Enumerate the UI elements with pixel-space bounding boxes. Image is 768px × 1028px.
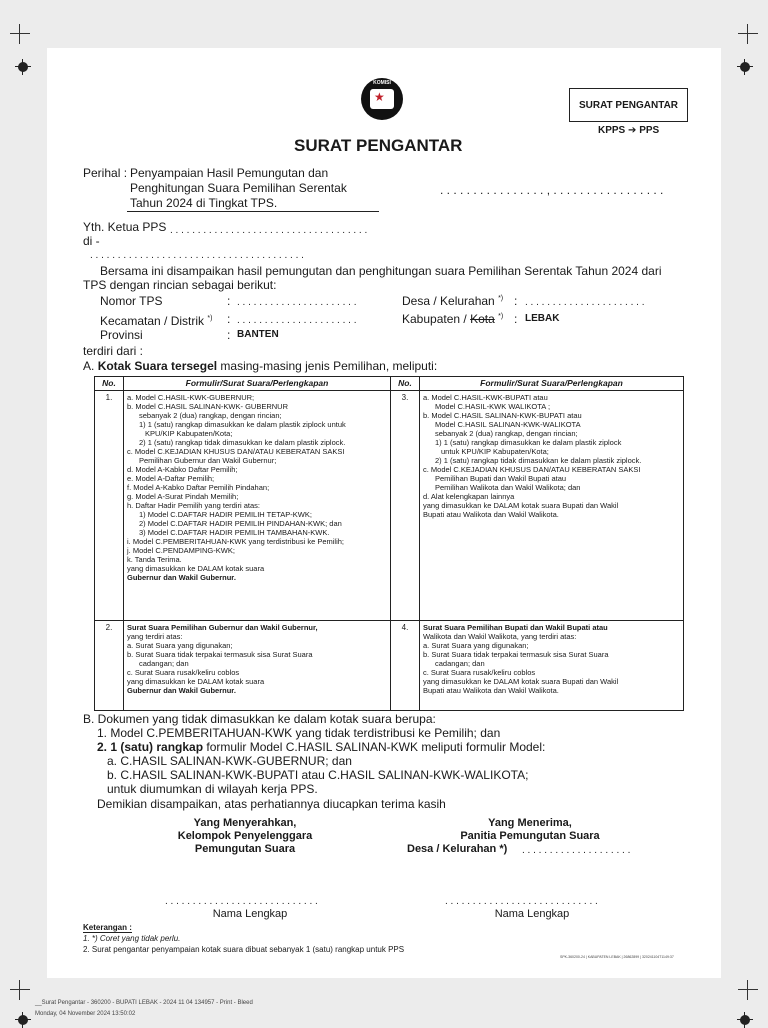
- crop-mark-bottom-right: [738, 980, 758, 1000]
- table-cell: Surat Suara Pemilihan Bupati dan Wakil Bupati atau Walikota dan Wakil Walikota, yang terdiri atas: a. Surat Suara yang digunakan; b. Surat Suara tidak terpakai termasuk sisa Surat Suara cadangan; dan c. Surat Suara rusak/keliru coblos yang dimasukkan ke DALAM kotak suara Bupati dan Wakil Bupati atau Walikota dan Wakil Walikota.: [420, 621, 684, 711]
- kabupaten-label: Kabupaten / Kota *): [402, 312, 504, 326]
- route-label: KPPS ➔ PPS: [598, 125, 660, 136]
- right-name-label: Nama Lengkap: [494, 908, 570, 920]
- perihal-label: Perihal :: [83, 166, 128, 180]
- crop-mark-top-right: [738, 24, 758, 44]
- row-number: 3.: [391, 391, 420, 621]
- note-1: 1. *) Coret yang tidak perlu.: [83, 934, 181, 943]
- colon: :: [227, 294, 231, 308]
- perihal-line-1: Penyampaian Hasil Pemungutan dan: [130, 166, 329, 180]
- right-signature-field[interactable]: . . . . . . . . . . . . . . . . . . . . . . . . . . . .: [445, 896, 598, 907]
- row-number: 1.: [95, 391, 124, 621]
- contents-table: [94, 376, 684, 711]
- section-b-item-2a: a. C.HASIL SALINAN-KWK-GUBERNUR; dan: [107, 754, 352, 768]
- section-b-item-2: 2. 1 (satu) rangkap formulir Model C.HASIL SALINAN-KWK meliputi formulir Model:: [97, 740, 546, 754]
- addressee-line-1: Yth. Ketua PPS: [83, 220, 167, 234]
- bleed-info-line-1: __Surat Pengantar - 360200 - BUPATI LEBAK - 2024 11 04 134957 - Print - Bleed: [35, 1000, 253, 1006]
- colon: :: [514, 294, 518, 308]
- crop-mark-top-left: [10, 24, 30, 44]
- perihal-line-2: Penghitungan Suara Pemilihan Serentak: [130, 181, 347, 195]
- kecamatan-field[interactable]: . . . . . . . . . . . . . . . . . . . . . .: [237, 315, 357, 326]
- table-row: [95, 621, 684, 711]
- perihal-line-3: Tahun 2024 di Tingkat TPS.: [130, 196, 278, 210]
- addressee-dots-2[interactable]: . . . . . . . . . . . . . . . . . . . . . . . . . . . . . . . . . . . . . . .: [90, 250, 304, 261]
- table-header-form: Formulir/Surat Suara/Perlengkapan: [420, 377, 684, 391]
- registration-mark-left-top: [18, 62, 28, 72]
- nomor-tps-label: Nomor TPS: [100, 294, 163, 308]
- signer-left-line-3: Pemungutan Suara: [194, 843, 296, 855]
- table-cell: Surat Suara Pemilihan Gubernur dan Wakil Gubernur, yang terdiri atas: a. Surat Suara yang digunakan; b. Surat Suara tidak terpakai termasuk sisa Surat Suara cadangan; dan c. Surat Suara rusak/keliru coblos yang dimasukkan ke DALAM kotak suara Gubernur dan Wakil Gubernur.: [124, 621, 391, 711]
- addressee-dots-1[interactable]: . . . . . . . . . . . . . . . . . . . . . . . . . . . . . . . . . . . .: [170, 225, 368, 236]
- colon: :: [514, 312, 518, 326]
- provinsi-label: Provinsi: [100, 328, 143, 342]
- section-a-heading: A. Kotak Suara tersegel masing-masing jenis Pemilihan, meliputi:: [83, 359, 438, 373]
- signer-right-line-2: Panitia Pemungutan Suara: [460, 830, 600, 842]
- signer-left-line-2: Kelompok Penyelenggara: [177, 830, 313, 842]
- colon: :: [227, 328, 231, 342]
- row-number: 2.: [95, 621, 124, 711]
- table-cell: a. Model C.HASIL-KWK-GUBERNUR; b. Model C.HASIL SALINAN-KWK- GUBERNUR sebanyak 2 (dua) rangkap, dengan rincian; 1) 1 (satu) rangkap dimasukkan ke dalam plastik ziplock untuk KPU/KIP Kabupaten/Kota; 2) 1 (satu) rangkap tidak dimasukkan ke dalam plastik ziplock. c. Model C.KEJADIAN KHUSUS DAN/ATAU KEBERATAN SAKSI Pemilihan Gubernur dan Wakil Gubernur; d. Model A-Kabko Daftar Pemilih; e. Model A-Daftar Pemilih; f. Model A-Kabko Daftar Pemilih Pindahan; g. Model A-Surat Pindah Memilih; h. Daftar Hadir Pemilih yang terdiri atas: 1) Model C.DAFTAR HADIR PEMILIH TETAP-KWK; 2) Model C.DAFTAR HADIR PEMILIH PINDAHAN-KWK; dan 3) Model C.DAFTAR HADIR PEMILIH TAMBAHAN-KWK. i. Model C.PEMBERITAHUAN-KWK yang terdistribusi ke Pemilih; j. Model C.PENDAMPING-KWK; k. Tanda Terima. yang dimasukkan ke DALAM kotak suara Gubernur dan Wakil Gubernur.: [124, 391, 391, 621]
- note-2: 2. Surat pengantar penyampaian kotak suara dibuat sebanyak 1 (satu) rangkap untuk PPS: [83, 945, 405, 954]
- signer-right-line-3: Desa / Kelurahan *): [407, 843, 508, 855]
- table-header-form: Formulir/Surat Suara/Perlengkapan: [124, 377, 391, 391]
- section-b-heading: B. Dokumen yang tidak dimasukkan ke dalam kotak suara berupa:: [83, 712, 436, 726]
- registration-mark-right-top: [740, 62, 750, 72]
- closing-text: Demikian disampaikan, atas perhatiannya diucapkan terima kasih: [97, 797, 446, 811]
- desa-label: Desa / Kelurahan *): [402, 294, 504, 308]
- bleed-info-line-2: Monday, 04 November 2024 13:50:02: [35, 1011, 136, 1017]
- kecamatan-label: Kecamatan / Distrik *): [100, 314, 213, 328]
- row-number: 4.: [391, 621, 420, 711]
- kabupaten-value: LEBAK: [525, 313, 560, 324]
- page-title: SURAT PENGANTAR: [294, 136, 463, 155]
- desa-signature-field[interactable]: . . . . . . . . . . . . . . . . . . . .: [522, 845, 631, 856]
- nomor-tps-field[interactable]: . . . . . . . . . . . . . . . . . . . . . .: [237, 297, 357, 308]
- addressee-line-2: di -: [83, 234, 100, 248]
- table-cell: a. Model C.HASIL-KWK-BUPATI atau Model C.HASIL-KWK WALIKOTA ; b. Model C.HASIL SALINAN-KWK-BUPATI atau Model C.HASIL SALINAN-KWK-WALIKOTA sebanyak 2 (dua) rangkap, dengan rincian; 1) 1 (satu) rangkap dimasukkan ke dalam plastik ziplock untuk KPU/KIP Kabupaten/Kota; 2) 1 (satu) rangkap tidak dimasukkan ke dalam plastik ziplock. c. Model C.KEJADIAN KHUSUS DAN/ATAU KEBERATAN SAKSI Pemilihan Bupati dan Wakil Bupati atau Pemilihan Walikota dan Wakil Walikota; dan d. Alat kelengkapan lainnya yang dimasukkan ke DALAM kotak suara Bupati dan Wakil Bupati atau Walikota dan Wakil Walikota.: [420, 391, 684, 621]
- place-date-field[interactable]: . . . . . . . . . . . . . . . . , . . . . . . . . . . . . . . . . .: [440, 183, 664, 197]
- crop-mark-bottom-left: [10, 980, 30, 1000]
- section-b-item-1: 1. Model C.PEMBERITAHUAN-KWK yang tidak terdistribusi ke Pemilih; dan: [97, 726, 501, 740]
- intro-line-2: TPS dengan rincian sebagai berikut:: [83, 278, 277, 292]
- section-b-item-2c: untuk diumumkan di wilayah kerja PPS.: [107, 782, 318, 796]
- colon: :: [227, 312, 231, 326]
- terdiri-label: terdiri dari :: [83, 344, 144, 358]
- perihal-underline: [127, 211, 379, 212]
- desa-field[interactable]: . . . . . . . . . . . . . . . . . . . . . .: [525, 297, 645, 308]
- arrow-right-icon: ➔: [628, 125, 637, 136]
- section-b-item-2b: b. C.HASIL SALINAN-KWK-BUPATI atau C.HASIL SALINAN-KWK-WALIKOTA;: [107, 768, 529, 782]
- document-code: SPK-360200-24 | KABUPATEN LEBAK | 26862899 | 320241104T1149:37: [560, 955, 674, 959]
- left-signature-field[interactable]: . . . . . . . . . . . . . . . . . . . . . . . . . . . .: [165, 896, 318, 907]
- left-name-label: Nama Lengkap: [212, 908, 288, 920]
- signer-left-line-1: Yang Menyerahkan,: [193, 817, 297, 829]
- document-type-box: SURAT PENGANTAR: [569, 88, 688, 122]
- star-icon: ★: [374, 90, 385, 104]
- provinsi-value: BANTEN: [237, 329, 279, 340]
- kpu-logo: [361, 78, 403, 120]
- logo-caption-top: KOMISI: [373, 80, 391, 86]
- table-header-no: No.: [95, 377, 124, 391]
- signer-right-line-1: Yang Menerima,: [488, 817, 572, 829]
- intro-line-1: Bersama ini disampaikan hasil pemungutan dan penghitungan suara Pemilihan Serentak Tahun 2024 dari: [100, 264, 662, 278]
- table-header-no: No.: [391, 377, 420, 391]
- table-row: [95, 391, 684, 621]
- notes-title: Keterangan :: [83, 923, 132, 932]
